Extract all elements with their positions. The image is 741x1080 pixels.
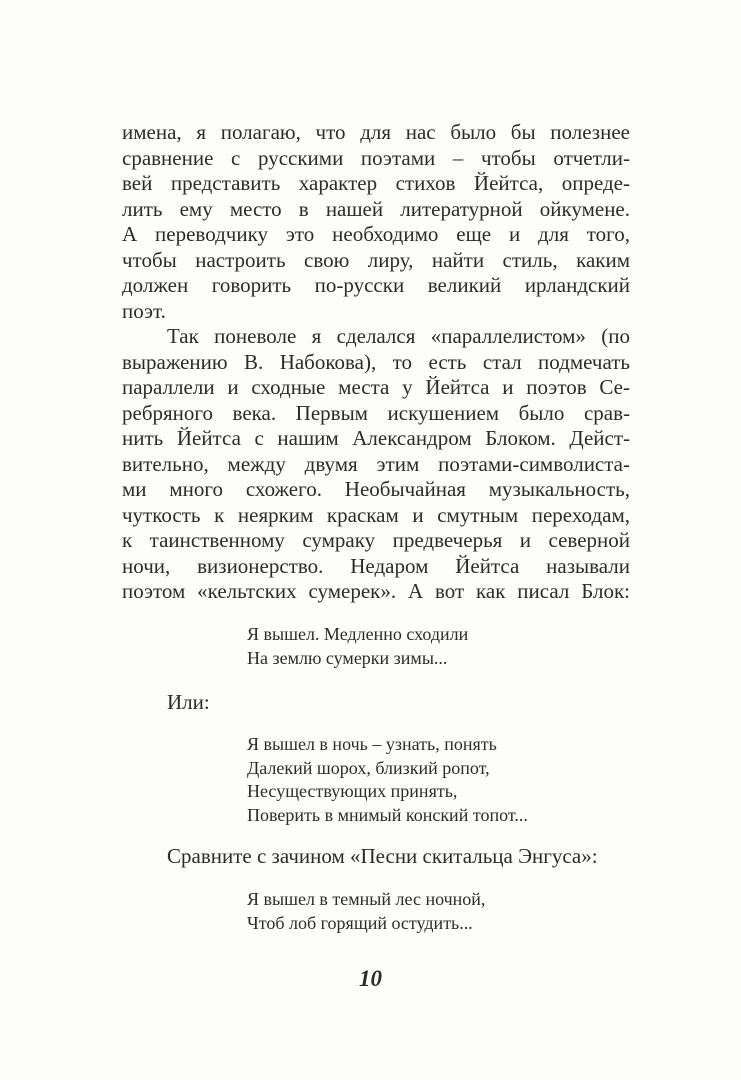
compare-line: Сравните с зачином «Песни скитальца Энгуса»: [167,844,598,868]
text-line: вительно, между двумя этим поэтами-символиста- [122,451,630,476]
text-line: должен говорить по-русски великий ирландский [122,273,630,297]
poem-line: Поверить в мнимый конский топот... [247,804,528,825]
poem-line: Далекий шорох, близкий ропот, [247,757,490,778]
page-number: 10 [359,966,382,991]
poem-line: Я вышел в темный лес ночной, [247,889,486,909]
text-line: нить Йейтса с нашим Александром Блоком. Дейст- [122,426,630,450]
text-line: выражению В. Набокова), то есть стал подмечать [122,349,630,374]
poem-quote-2 [247,733,528,827]
poem-line: Чтоб лоб горящий остудить... [247,912,473,933]
body-text [122,120,630,605]
text-line: имена, я полагаю, что для нас было бы полезнее [122,120,630,144]
text-line: лить ему место в нашей литературной ойкумене. [122,196,630,221]
text-line: ми много схожего. Необычайная музыкальность, [122,477,630,501]
text-line: сравнение с русскими поэтами – чтобы отчетли- [122,145,630,170]
text-line: поэтом «кельтских сумерек». А вот как писал Блок: [122,579,630,603]
text-line: поэт. [122,298,166,323]
text-line: ребряного века. Первым искушением было срав- [122,400,630,425]
poem-line: Несуществующих принять, [247,781,458,801]
text-line: к таинственному сумраку предвечерья и северной [122,528,630,552]
text-line: вей представить характер стихов Йейтса, опреде- [122,171,630,195]
poem-quote-1 [247,623,468,670]
text-line: параллели и сходные места у Йейтса и поэтов Се- [122,375,630,399]
poem-line: На землю сумерки зимы... [247,647,448,668]
poem-line: Я вышел. Медленно сходили [247,624,469,644]
text-line: Так поневоле я сделался «параллелистом» (по [167,324,630,348]
text-line: А переводчику это необходимо еще и для того, [122,222,630,246]
text-line: ночи, визионерство. Недаром Йейтса называли [122,553,630,578]
text-line: чуткость к неярким краскам и смутным переходам, [122,502,630,527]
poem-line: Я вышел в ночь – узнать, понять [247,734,497,754]
or-label: Или: [167,690,210,714]
text-line: чтобы настроить свою лиру, найти стиль, каким [122,247,630,272]
poem-quote-3 [247,888,485,935]
